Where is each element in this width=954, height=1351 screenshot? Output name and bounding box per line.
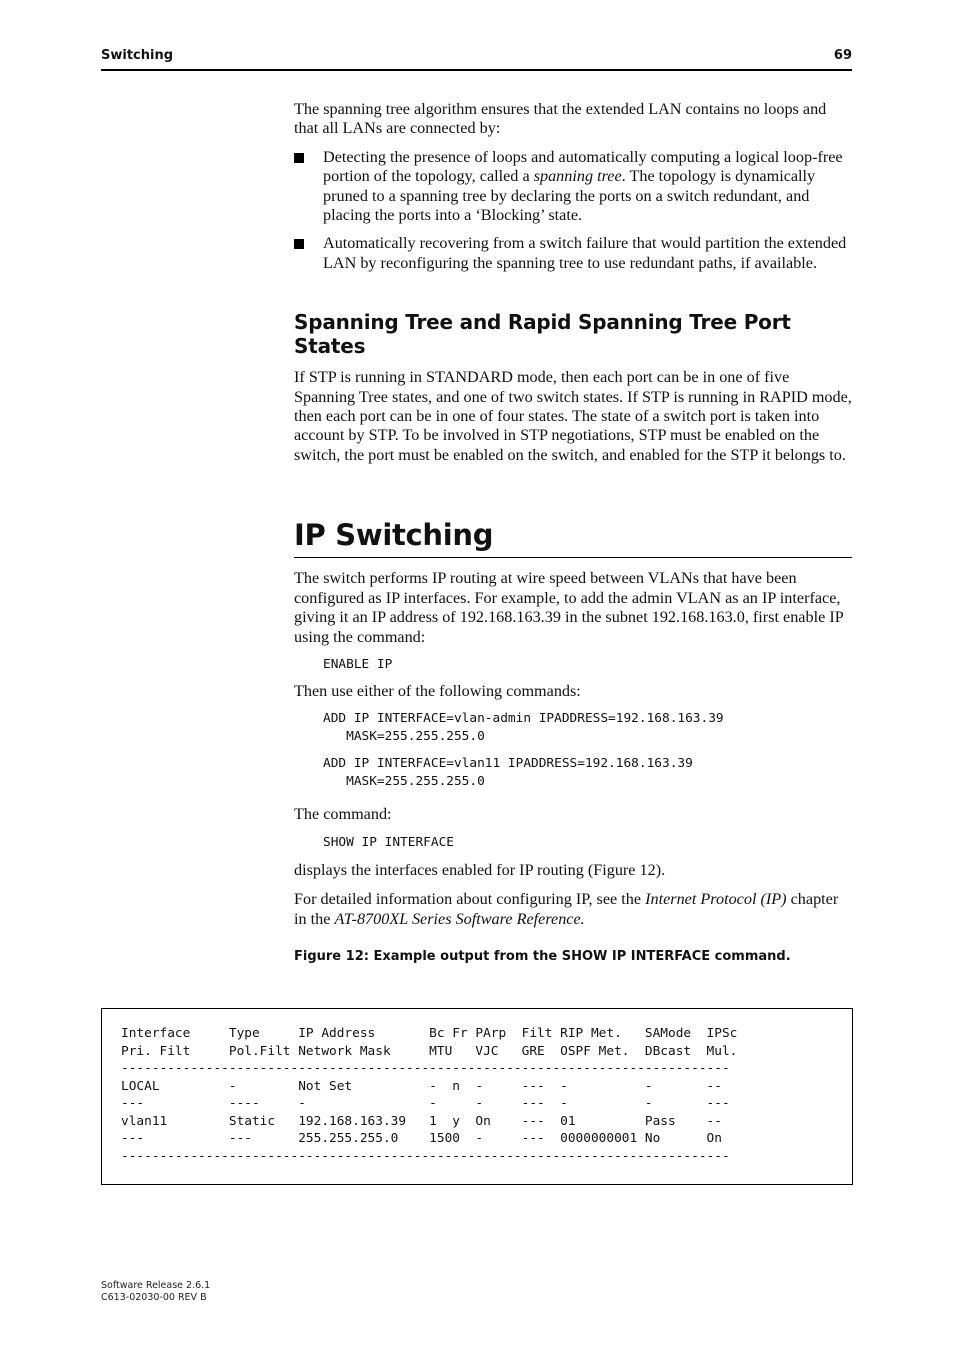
ip-paragraph: The command:	[294, 805, 392, 824]
header-section-title: Switching	[101, 48, 174, 63]
command-add-ip-admin: ADD IP INTERFACE=vlan-admin IPADDRESS=192.168.163.39 MASK=255.255.255.0	[323, 711, 724, 745]
bullet-list	[294, 148, 854, 273]
ip-paragraph: Then use either of the following commands:	[294, 681, 581, 700]
section-heading: Spanning Tree and Rapid Spanning Tree Port States	[294, 310, 791, 359]
ip-paragraph: The switch performs IP routing at wire speed between VLANs that have been configured as IP interfaces. For example, to add the admin VLAN as an IP interface, giving it an IP address of 192.168.163.39 in the subnet 192.168.163.0, first enable IP using the command:	[294, 569, 844, 646]
chapter-heading: IP Switching	[294, 518, 852, 558]
main-content	[294, 100, 854, 964]
command-show-ip: SHOW IP INTERFACE	[323, 834, 454, 850]
running-header	[101, 48, 852, 71]
command-enable-ip: ENABLE IP	[323, 656, 393, 672]
stp-states-paragraph: If STP is running in STANDARD mode, then each port can be in one of five Spanning Tree states, and one of two switch states. If STP is running in RAPID mode, then each port can be in one of four states. The state of a switch port is taken into account by STP. To be involved in STP negotiations, STP must be enabled on the switch, the port must be enabled on the switch, and enabled for the STP it belongs to.	[294, 368, 852, 464]
page-footer	[101, 1280, 210, 1303]
intro-paragraph: The spanning tree algorithm ensures that the extended LAN contains no loops and that all LANs are connected by:	[294, 100, 827, 138]
figure-caption: Figure 12: Example output from the SHOW IP INTERFACE command.	[294, 948, 791, 964]
document-number: C613-02030-00 REV B	[101, 1291, 207, 1303]
figure-output-box	[101, 1008, 853, 1185]
bullet-item: Detecting the presence of loops and automatically computing a logical loop-free portion of the topology, called a spanning tree. The topology is dynamically pruned to a spanning tree by declaring the ports on a switch redundant, and placing the ports into a ‘Blocking’ state.	[294, 148, 854, 226]
software-release: Software Release 2.6.1	[101, 1280, 211, 1291]
bullet-item: Automatically recovering from a switch failure that would partition the extended LAN by reconfiguring the spanning tree to use redundant paths, if available.	[294, 234, 854, 273]
reference-paragraph: For detailed information about configuring IP, see the Internet Protocol (IP) chapter in the AT-8700XL Series Software Reference.	[294, 890, 839, 928]
square-bullet-icon	[294, 153, 304, 163]
ip-paragraph: displays the interfaces enabled for IP routing (Figure 12).	[294, 860, 666, 879]
square-bullet-icon	[294, 239, 304, 249]
command-add-ip-vlan11: ADD IP INTERFACE=vlan11 IPADDRESS=192.168.163.39 MASK=255.255.255.0	[323, 756, 693, 790]
page-number: 69	[833, 48, 852, 63]
show-ip-interface-output: Interface Type IP Address Bc Fr PArp Filt RIP Met. SAMode IPSc Pri. Filt Pol.Filt Network Mask MTU VJC GRE OSPF Met. DBcast Mul. ------------------------------------------------------------------------------- LOCAL - Not Set - n - --- - - -- --- ---- - - - --- - - --- vlan11 Static 192.168.163.39 1 y On --- 01 Pass -- --- --- 255.255.255.0 1500 - --- 0000000001 No On -------------------------------------------------------------------------------	[121, 1026, 738, 1164]
